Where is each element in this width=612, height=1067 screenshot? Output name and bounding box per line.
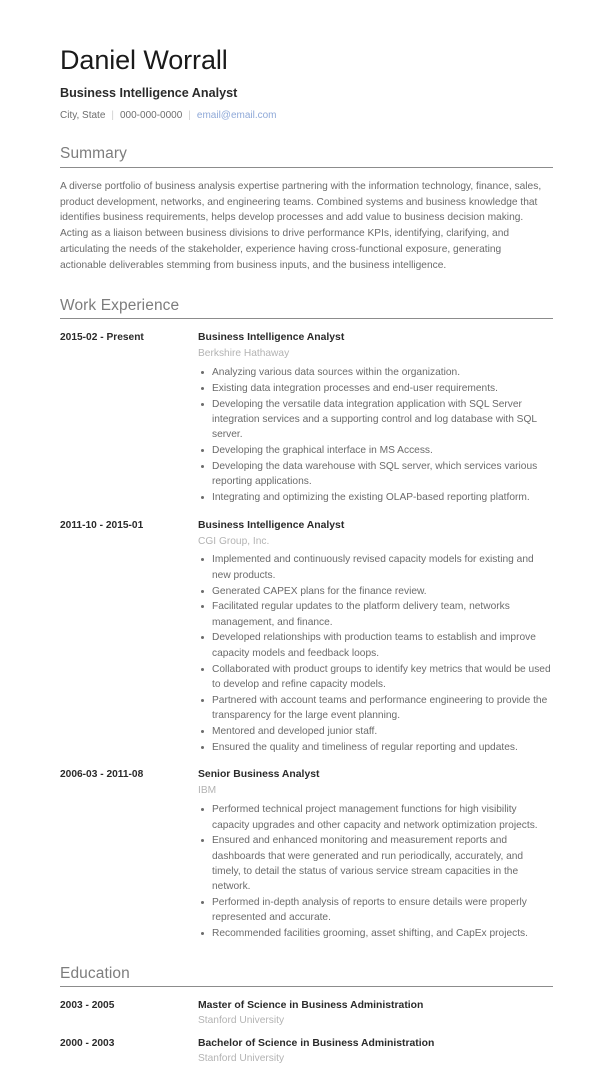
- education-entry-date: 2003 - 2005: [60, 1000, 115, 1012]
- education-section: [60, 964, 553, 1067]
- list-item: Developing the graphical interface in MS Access.: [198, 443, 553, 458]
- education-entry: [60, 1036, 553, 1067]
- work-entry: [60, 518, 553, 756]
- list-item: Generated CAPEX plans for the finance review.: [198, 584, 553, 599]
- work-entry-body: [198, 330, 553, 506]
- list-item: Integrating and optimizing the existing OLAP-based reporting platform.: [198, 490, 553, 505]
- work-entry-bullets: [198, 802, 553, 941]
- summary-heading: Summary: [60, 145, 128, 163]
- work-entry-company: CGI Group, Inc.: [198, 535, 270, 547]
- work-entry-body: [198, 518, 553, 756]
- list-item: Analyzing various data sources within the organization.: [198, 365, 553, 380]
- section-divider: [60, 318, 553, 319]
- work-entry: [60, 330, 553, 506]
- work-experience-heading: Work Experience: [60, 296, 180, 314]
- education-entry-degree: Master of Science in Business Administration: [198, 1000, 424, 1012]
- list-item: Performed in-depth analysis of reports to ensure details were properly represented and accurate.: [198, 895, 553, 926]
- work-entry-role: Senior Business Analyst: [198, 769, 320, 781]
- summary-section: [60, 144, 553, 273]
- list-item: Mentored and developed junior staff.: [198, 724, 553, 739]
- candidate-job-title: Business Intelligence Analyst: [60, 85, 238, 100]
- contact-separator-icon: |: [188, 109, 191, 121]
- candidate-name: Daniel Worrall: [60, 45, 228, 75]
- list-item: Facilitated regular updates to the platform delivery team, networks management, and finance.: [198, 599, 553, 630]
- contact-separator-icon: |: [111, 109, 114, 121]
- work-entry-role: Business Intelligence Analyst: [198, 332, 345, 344]
- list-item: Implemented and continuously revised capacity models for existing and new products.: [198, 552, 553, 583]
- work-entry-bullets: [198, 552, 553, 754]
- list-item: Collaborated with product groups to identify key metrics that would be used to develop and refine capacity models.: [198, 662, 553, 693]
- work-entry-date: 2011-10 - 2015-01: [60, 519, 144, 531]
- summary-text: A diverse portfolio of business analysis expertise partnering with the information technology, finance, sales, product development, networks, and engineering teams. Combined systems and business knowledge that identifies business requirements, helps develop processes and add value to business decision making. Acting as a liaison between business divisions to drive performance KPIs, identifying, clarifying, and articulating the needs of the stakeholder, experience having cross-functional exposure, generating actionable deliverables stemming from business inputs, and the business intelligence.: [60, 180, 542, 271]
- education-entry-body: [198, 1036, 553, 1067]
- work-entry: [60, 767, 553, 942]
- list-item: Developing the versatile data integration application with SQL Server integration services and a supporting control and log database with SQL server.: [198, 397, 553, 443]
- list-item: Ensured the quality and timeliness of regular reporting and updates.: [198, 740, 553, 755]
- education-entry-school: Stanford University: [198, 1053, 285, 1065]
- list-item: Recommended facilities grooming, asset shifting, and CapEx projects.: [198, 926, 553, 941]
- section-divider: [60, 167, 553, 168]
- education-entry-degree: Bachelor of Science in Business Administration: [198, 1038, 435, 1050]
- work-entry-bullets: [198, 365, 553, 505]
- education-entry-school: Stanford University: [198, 1015, 285, 1027]
- list-item: Performed technical project management functions for high visibility capacity upgrades and other capacity and network optimization projects.: [198, 802, 553, 833]
- work-experience-section: [60, 296, 553, 942]
- list-item: Developing the data warehouse with SQL server, which services various reporting applications.: [198, 459, 553, 490]
- education-entry: [60, 998, 553, 1029]
- work-entry-company: Berkshire Hathaway: [198, 348, 290, 360]
- contact-phone: 000-000-0000: [120, 109, 183, 121]
- list-item: Partnered with account teams and performance engineering to provide the transparency for the large event planning.: [198, 693, 553, 724]
- education-heading: Education: [60, 964, 130, 982]
- list-item: Ensured and enhanced monitoring and measurement reports and dashboards that were generated and run periodically, accurately, and timely, to detail the status of various service stream capacities in the network.: [198, 833, 553, 894]
- education-entry-date: 2000 - 2003: [60, 1038, 115, 1050]
- work-entry-role: Business Intelligence Analyst: [198, 519, 345, 531]
- work-entry-date: 2006-03 - 2011-08: [60, 769, 144, 781]
- work-entry-body: [198, 767, 553, 942]
- work-entry-date: 2015-02 - Present: [60, 332, 144, 344]
- contact-location: City, State: [60, 109, 106, 121]
- contact-line: [60, 109, 553, 123]
- work-entry-company: IBM: [198, 785, 217, 797]
- contact-email-link[interactable]: email@email.com: [196, 109, 277, 121]
- resume-header: [60, 45, 553, 122]
- list-item: Existing data integration processes and end-user requirements.: [198, 381, 553, 396]
- education-entry-body: [198, 998, 553, 1029]
- section-divider: [60, 986, 553, 987]
- list-item: Developed relationships with production teams to establish and improve capacity models and feedback loops.: [198, 630, 553, 661]
